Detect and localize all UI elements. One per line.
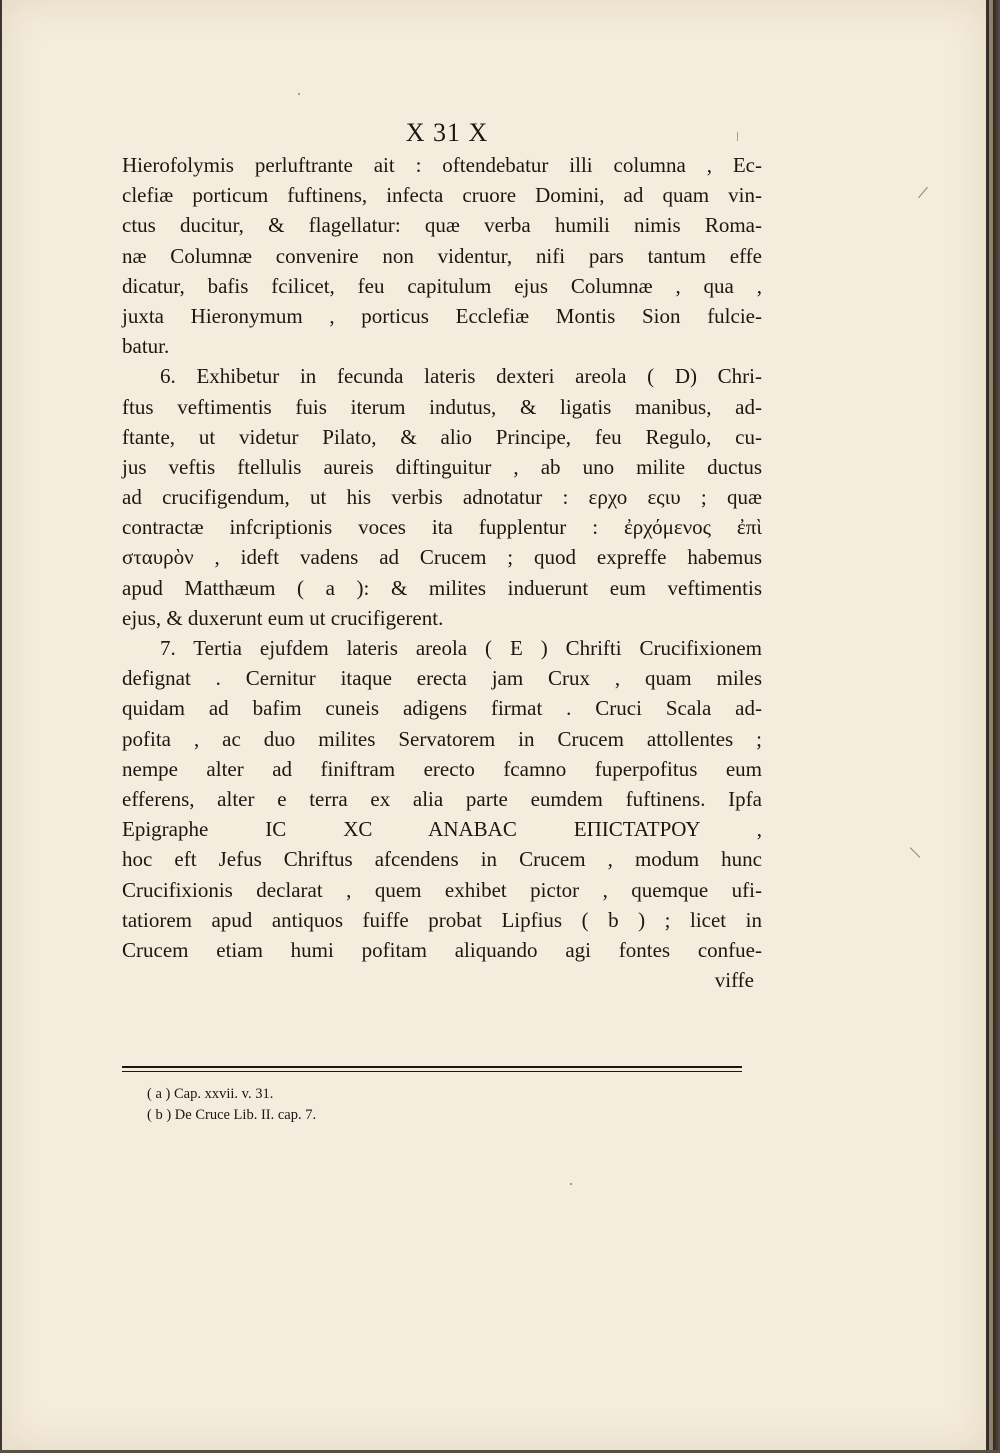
text-line: batur.	[122, 334, 170, 359]
text-line: jus veftis ftellulis aureis diftinguitur , ab uno milite ductus	[122, 454, 762, 479]
text-line: tatiorem apud antiquos fuiffe probat Lipfius ( b ) ; licet in	[122, 907, 762, 932]
paper-speck	[298, 93, 300, 95]
text-line: hoc eft Jefus Chriftus afcendens in Crucem , modum hunc	[122, 847, 762, 872]
text-line: contractæ infcriptionis voces ita fupplentur : ἐρχόμενος ἐπὶ	[122, 515, 762, 540]
paper-speck	[570, 1183, 572, 1185]
text-line: ctus ducitur, & flagellatur: quæ verba humili nimis Roma-	[122, 213, 762, 238]
text-line: quidam ad bafim cuneis adigens firmat . Cruci Scala ad-	[122, 696, 762, 721]
paragraph-start-line: 7. Tertia ejufdem lateris areola ( E ) Chrifti Crucifixionem	[160, 636, 762, 660]
text-line: ftus veftimentis fuis iterum indutus, & ligatis manibus, ad-	[122, 394, 762, 419]
page-edge	[986, 0, 1000, 1453]
margin-mark	[918, 187, 928, 198]
footnote: ( b ) De Cruce Lib. II. cap. 7.	[147, 1107, 317, 1123]
text-line: Crucem etiam humi pofitam aliquando agi fontes confue-	[122, 937, 762, 962]
footnote: ( a ) Cap. xxvii. v. 31.	[147, 1086, 274, 1102]
text-line: ejus, & duxerunt eum ut crucifigerent.	[122, 605, 444, 630]
text-line: efferens, alter e terra ex alia parte eumdem fuftinens. Ipfa	[122, 786, 762, 811]
footnotes	[147, 1084, 316, 1126]
page-edge-strip	[989, 0, 993, 1453]
text-line: juxta Hieronymum , porticus Ecclefiæ Montis Sion fulcie-	[122, 303, 762, 328]
text-line: dicatur, bafis fcilicet, feu capitulum ejus Columnæ , qua ,	[122, 273, 762, 298]
text-line: clefiæ porticum fuftinens, infecta cruore Domini, ad quam vin-	[122, 183, 762, 208]
text-line: ad crucifigendum, ut his verbis adnotatur : ερχο εςιυ ; quæ	[122, 485, 762, 510]
margin-mark	[910, 847, 921, 858]
paper-speck	[737, 132, 738, 141]
text-line: pofita , ac duo milites Servatorem in Crucem attollentes ;	[122, 726, 762, 751]
text-line: σταυρὸν , ideft vadens ad Crucem ; quod expreffe habemus	[122, 545, 762, 570]
paragraph-start-line: 6. Exhibetur in fecunda lateris dexteri areola ( D) Chri-	[160, 364, 762, 389]
body-text	[122, 150, 762, 995]
catchword: viffe	[714, 968, 754, 993]
page-header: X 31 X	[405, 118, 489, 147]
text-line: Crucifixionis declarat , quem exhibet pictor , quemque ufi-	[122, 877, 762, 902]
text-line: Epigraphe IC XC ANABAC ΕΠΙCΤΑΤΡΟΥ ,	[122, 817, 762, 842]
book-page	[2, 0, 987, 1450]
text-line: næ Columnæ convenire non videntur, nifi pars tantum effe	[122, 243, 762, 268]
text-line: defignat . Cernitur itaque erecta jam Crux , quam miles	[122, 666, 762, 691]
text-line: Hierofolymis perluftrante ait : oftendebatur illi columna , Ec-	[122, 153, 762, 177]
text-line: ftante, ut videtur Pilato, & alio Principe, feu Regulo, cu-	[122, 424, 762, 449]
footnote-rule	[122, 1066, 742, 1072]
text-line: nempe alter ad finiftram erecto fcamno fuperpofitus eum	[122, 756, 762, 781]
text-line: apud Matthæum ( a ): & milites induerunt eum veftimentis	[122, 575, 762, 600]
